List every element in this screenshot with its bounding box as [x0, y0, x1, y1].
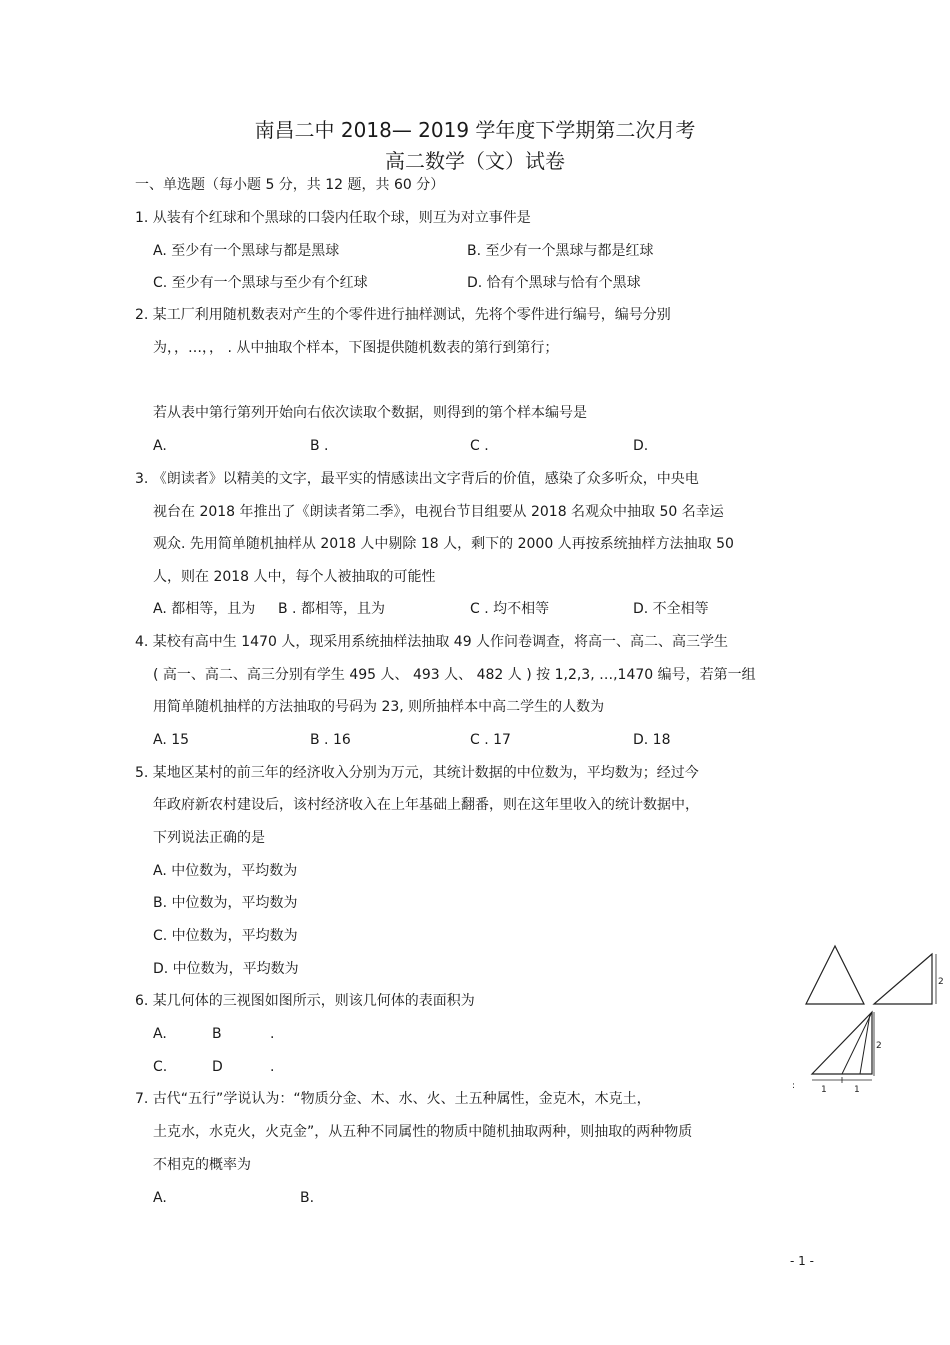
- q6-option-d: D: [212, 1059, 223, 1075]
- question-3-text-line2: 视台在 2018 年推出了《朗读者第二季》，电视台节目组要从 2018 名观众中抽取 50 名幸运: [153, 504, 724, 520]
- q4-option-c: C . 17: [470, 732, 511, 748]
- question-6-text: 6. 某几何体的三视图如图所示，则该几何体的表面积为: [135, 993, 475, 1009]
- q2-option-b: B .: [310, 438, 329, 454]
- question-5-text-line2: 年政府新农村建设后，该村经济收入在上年基础上翻番，则在这年里收入的统计数据中，: [153, 797, 699, 813]
- question-3-text-line4: 人，则在 2018 人中，每个人被抽取的可能性: [153, 569, 436, 585]
- q3-option-a: A. 都相等，且为: [153, 601, 256, 617]
- q6-option-c: C.: [153, 1059, 168, 1075]
- question-3-text-line3: 观众. 先用简单随机抽样从 2018 人中剔除 18 人，剩下的 2000 人再按系统抽样方法抽取 50: [153, 536, 734, 552]
- question-7-text-line3: 不相克的概率为: [153, 1157, 251, 1173]
- q2-option-c: C .: [470, 438, 489, 454]
- top-height-label: 2: [876, 1041, 882, 1051]
- q3-option-c: C . 均不相等: [470, 601, 550, 617]
- question-5-text: 5. 某地区某村的前三年的经济收入分别为万元，其统计数据的中位数为，平均数为；经过今: [135, 765, 699, 781]
- q6-option-d-tail: .: [270, 1059, 275, 1075]
- question-7-text-line2: 土克水，水克火，火克金”，从五种不同属性的物质中随机抽取两种，则抽取的两种物质: [153, 1124, 693, 1140]
- q5-option-a: A. 中位数为，平均数为: [153, 863, 298, 879]
- q6-option-b: B: [212, 1026, 222, 1042]
- question-7-text: 7. 古代“五行”学说认为：“物质分金、木、水、火、土五种属性，金克木，木克土，: [135, 1091, 651, 1107]
- q2-option-a: A.: [153, 438, 167, 454]
- q7-option-a: A.: [153, 1190, 167, 1206]
- side-view-triangle: [874, 954, 932, 1004]
- q6-option-a: A.: [153, 1026, 167, 1042]
- question-4-text: 4. 某校有高中生 1470 人，现采用系统抽样法抽取 49 人作问卷调查，将高一、高二、高三学生: [135, 634, 729, 650]
- exam-subtitle: 高二数学（文）试卷: [385, 149, 565, 173]
- q5-option-d: D. 中位数为，平均数为: [153, 961, 299, 977]
- side-height-label: 2: [938, 977, 944, 987]
- base-right-label: 1: [854, 1085, 860, 1095]
- section-heading: 一、单选题（每小题 5 分，共 12 题，共 60 分）: [135, 177, 445, 193]
- q5-option-b: B. 中位数为，平均数为: [153, 895, 298, 911]
- q2-option-d: D.: [633, 438, 649, 454]
- q5-option-c: C. 中位数为，平均数为: [153, 928, 298, 944]
- q1-option-d: D. 恰有个黑球与恰有个黑球: [467, 275, 641, 291]
- question-4-text-line2: ( 高一、高二、高三分别有学生 495 人、 493 人、 482 人 ) 按 1,2,3, …,1470 编号，若第一组: [153, 667, 756, 683]
- q3-option-b: B . 都相等，且为: [278, 601, 385, 617]
- q4-option-a: A. 15: [153, 732, 190, 748]
- q3-option-d: D. 不全相等: [633, 601, 709, 617]
- base-left-label: 1: [821, 1085, 827, 1095]
- edge-mark-label: :: [792, 1081, 796, 1091]
- q1-option-c: C. 至少有一个黑球与至少有个红球: [153, 275, 368, 291]
- question-2-text: 2. 某工厂利用随机数表对产生的个零件进行抽样测试，先将个零件进行编号，编号分别: [135, 307, 671, 323]
- question-1-text: 1. 从装有个红球和个黑球的口袋内任取个球，则互为对立事件是: [135, 210, 531, 226]
- q7-option-b: B.: [300, 1190, 315, 1206]
- question-5-text-line3: 下列说法正确的是: [153, 830, 265, 846]
- exam-title: 南昌二中 2018— 2019 学年度下学期第二次月考: [254, 118, 696, 142]
- question-2-text-line2: 为，，…，， . 从中抽取个样本，下图提供随机数表的第行到第行；: [153, 340, 559, 356]
- question-3-text: 3. 《朗读者》以精美的文字，最平实的情感读出文字背后的价值，感染了众多听众，中央电: [135, 471, 699, 487]
- q6-option-b-tail: .: [270, 1026, 275, 1042]
- question-4-text-line3: 用简单随机抽样的方法抽取的号码为 23, 则所抽样本中高二学生的人数为: [153, 699, 605, 715]
- top-view-triangle: [812, 1012, 872, 1074]
- q4-option-b: B . 16: [310, 732, 351, 748]
- q1-option-a: A. 至少有一个黑球与都是黑球: [153, 243, 340, 259]
- q1-option-b: B. 至少有一个黑球与都是红球: [467, 243, 654, 259]
- page-number: - 1 -: [790, 1254, 814, 1268]
- question-2-text-line3: 若从表中第行第列开始向右依次读取个数据，则得到的第个样本编号是: [153, 405, 587, 421]
- front-view-triangle: [806, 946, 864, 1004]
- q4-option-d: D. 18: [633, 732, 671, 748]
- three-view-figure: [790, 940, 950, 1100]
